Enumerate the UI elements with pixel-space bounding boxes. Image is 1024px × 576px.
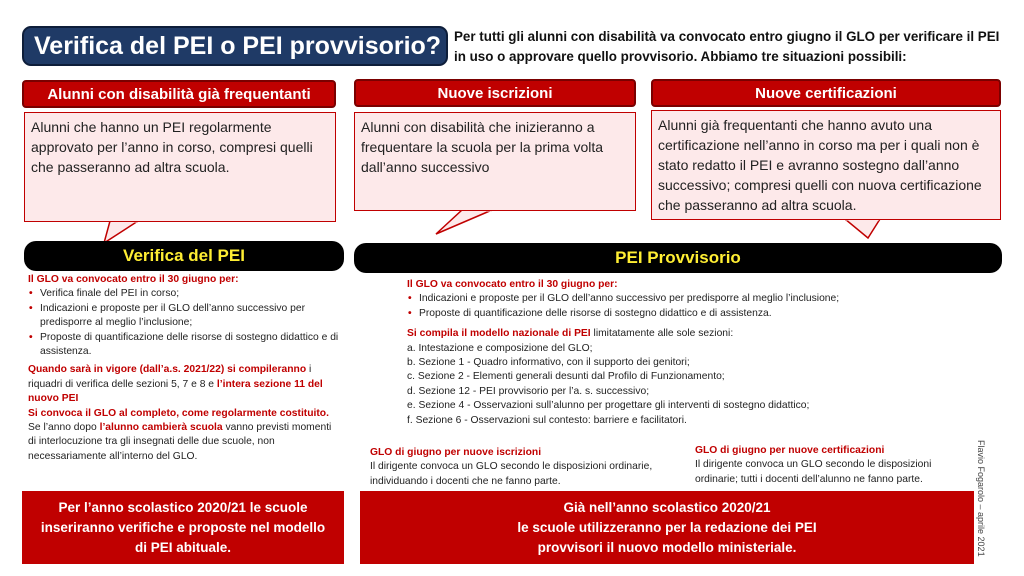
verifica-anno-post: vanno previsti momenti di interlocuzione tra gli insegnati delle due scuole, non necessariamente all’interno del GLO. <box>28 422 332 462</box>
verifica-vigore-bold: Quando sarà in vigore (dall’a.s. 2021/22) si compileranno <box>28 364 307 376</box>
verifica-bottom-text: Per l’anno scolastico 2020/21 le scuole inseriranno verifiche e proposte nel modello di PEI abituale. <box>40 499 326 555</box>
list-item: a. Intestazione e composizione del GLO; <box>407 342 593 354</box>
header-frequentanti: Alunni con disabilità già frequentanti <box>22 80 336 108</box>
verifica-bottom-box <box>22 491 344 564</box>
callout-nuove-iscrizioni-text: Alunni con disabilità che inizieranno a frequentare la scuola per la prima volta dall’anno successivo <box>361 119 604 175</box>
verifica-cambio-scuola <box>28 421 342 464</box>
provvisorio-modello-normal: limitatamente alle sole sezioni: <box>590 328 734 340</box>
callout-nuove-iscrizioni <box>354 112 636 211</box>
callout-frequentanti-text: Alunni che hanno un PEI regolarmente approvato per l’anno in corso, compresi quelli che passeranno ad altra scuola. <box>31 119 313 175</box>
verifica-vigore-bold2: l’intera sezione 11 del nuovo PEI <box>28 378 323 405</box>
provvisorio-bullet-list <box>407 292 967 321</box>
intro-text: Per tutti gli alunni con disabilità va convocato entro giugno il GLO per verificare il PEI in uso o approvare quello provvisorio. Abbiamo tre situazioni possibili: <box>454 29 1000 64</box>
list-item: • Proposte di quantificazione delle risorse di sostegno didattico e di assistenza. <box>407 307 967 321</box>
verifica-section <box>28 273 342 464</box>
callout-nuove-certificazioni-text: Alunni già frequentanti che hanno avuto una certificazione nell’anno in corso ma per i quali non è stato redatto il PEI e avranno sostegno dall’anno successivo; compresi quelli con nuova certificazione che passeranno ad altra scuola. <box>658 117 982 213</box>
pei-provvisorio-bar: PEI Provvisorio <box>354 243 1002 273</box>
provvisorio-bottom-line2: le scuole utilizzeranno per la redazione dei PEI <box>517 519 817 535</box>
verifica-glo-completo: Si convoca il GLO al completo, come regolarmente costituito. <box>28 407 329 419</box>
verifica-vigore <box>28 363 342 406</box>
list-item: • Indicazioni e proposte per il GLO dell’anno successivo per predisporre al meglio l’inclusione; <box>407 292 967 306</box>
glo-nuove-certificazioni <box>695 444 977 487</box>
verifica-pei-bar: Verifica del PEI <box>24 241 344 271</box>
verifica-anno-pre: Se l’anno dopo <box>28 422 100 434</box>
provvisorio-modello <box>407 327 967 341</box>
page-title: Verifica del PEI o PEI provvisorio? <box>22 26 448 66</box>
list-item: d. Sezione 12 - PEI provvisorio per l’a. s. successivo; <box>407 385 650 397</box>
glo-iscrizioni-text: Il dirigente convoca un GLO secondo le disposizioni ordinarie, individuando i docenti che ne fanno parte. <box>370 461 653 487</box>
provvisorio-bottom-line1: Già nell’anno scolastico 2020/21 <box>563 499 771 515</box>
header-nuove-iscrizioni: Nuove iscrizioni <box>354 79 636 107</box>
provvisorio-sections-list <box>407 342 967 428</box>
provvisorio-bottom-line3: provvisori il nuovo modello ministeriale. <box>537 539 797 555</box>
list-item: • Indicazioni e proposte per il GLO dell’anno successivo per predisporre al meglio l’inclusione; <box>28 302 342 331</box>
glo-nuove-iscrizioni <box>370 446 660 489</box>
provvisorio-heading: Il GLO va convocato entro il 30 giugno per: <box>407 279 618 290</box>
provvisorio-section <box>407 278 967 428</box>
list-item: • Proposte di quantificazione delle risorse di sostegno didattico e di assistenza. <box>28 331 342 360</box>
list-item: c. Sezione 2 - Elementi generali desunti dal Profilo di Funzionamento; <box>407 371 725 383</box>
provvisorio-bottom-box <box>360 491 974 564</box>
glo-certificazioni-heading: GLO di giugno per nuove certificazioni <box>695 445 885 456</box>
list-item: b. Sezione 1 - Quadro informativo, con il supporto dei genitori; <box>407 357 690 369</box>
verifica-bullet-list <box>28 287 342 359</box>
callout-nuove-certificazioni <box>651 110 1001 220</box>
provvisorio-modello-bold: Si compila il modello nazionale di PEI <box>407 328 591 340</box>
author-credit: Flavio Fogarolo – aprile 2021 <box>976 440 986 557</box>
callout-frequentanti <box>24 112 336 222</box>
verifica-vigore-normal: i riquadri di verifica delle sezioni 5, 7 e 8 e <box>28 364 312 390</box>
list-item: e. Sezione 4 - Osservazioni sull’alunno per progettare gli interventi di sostegno didattico; <box>407 400 810 412</box>
glo-certificazioni-text: Il dirigente convoca un GLO secondo le disposizioni ordinarie; tutti i docenti dell’alunno ne fanno parte. <box>695 459 932 485</box>
verifica-anno-bold: l’alunno cambierà scuola <box>99 422 223 434</box>
list-item: f. Sezione 6 - Osservazioni sul contesto: barriere e facilitatori. <box>407 414 687 426</box>
glo-iscrizioni-heading: GLO di giugno per nuove iscrizioni <box>370 447 542 458</box>
list-item: • Verifica finale del PEI in corso; <box>28 287 342 301</box>
verifica-heading: Il GLO va convocato entro il 30 giugno per: <box>28 274 239 285</box>
header-nuove-certificazioni: Nuove certificazioni <box>651 79 1001 107</box>
